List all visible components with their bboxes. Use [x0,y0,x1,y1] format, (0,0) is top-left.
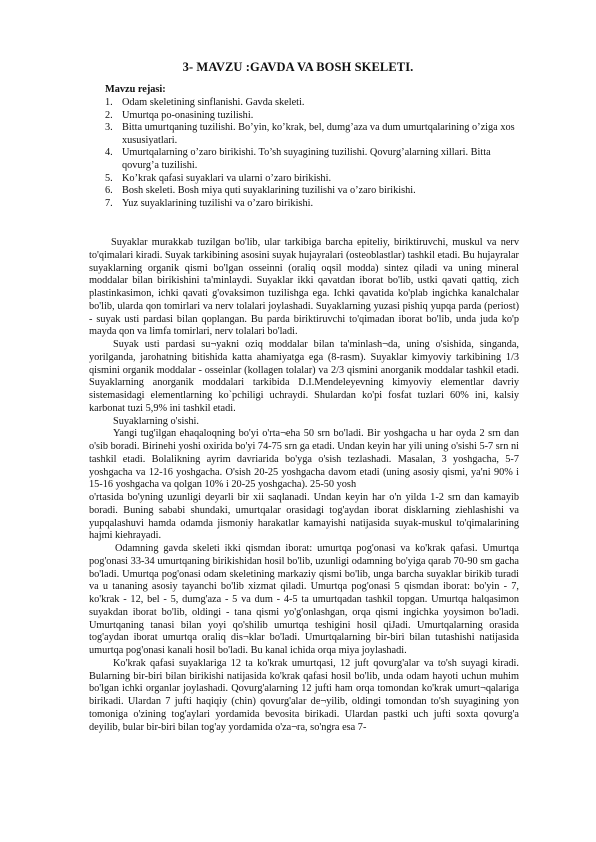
plan-item-text: Ko’krak qafasi suyaklari va ularni o’zaro birikishi. [122,172,332,184]
plan-item-number: 2. [105,109,113,121]
plan-item [105,97,520,110]
section-heading-bone-growth: Suyaklarning o'sishi. [113,415,199,427]
plan-item-text: Bosh skeleti. Bosh miya quti suyaklarining tuzilishi va o’zaro birikishi. [122,185,416,197]
paragraph-growth-decline: o'rtasida bo'yning uzunligi deyarli bir xii saqlanadi. Undan keyin har o'n yilda 1-2 srn dan kamayib boradi. Buning sababi shundaki, umurtqalar orasidagi tog'aydan iborat disklarning ziehlashishi va yupqalashuvi hamda odamda jismoniy harakatlar kamayishi natijasida suyak-muskul to'qimalarining hajmi kiehrayadi. [89,492,519,542]
plan-item-text: Umurtqalarning o’zaro birikishi. To’sh suyagining tuzilishi. Qovurg’alarning xillari. Bitta qovurg’a tuzilishi. [122,147,491,171]
plan-item [105,147,520,172]
plan-list [105,97,520,210]
plan-item-number: 1. [105,97,113,108]
plan-item [105,173,520,186]
plan-item [105,185,520,198]
plan-item [105,110,520,123]
paragraph-rib-cage: Ko'krak qafasi suyaklariga 12 ta ko'krak umurtqasi, 12 juft qovurg'alar va to'sh suyagi kiradi. Bularning bir-biri bilan birikishi natijasida ko'krak qafasi hosil bo'lib, unda odam hayoti uchun muhim bo'lgan ichki organlar joylashadi. Qovurg'alarning 12 jufti ham orqa tomondan ko'krak umurt¬qalariga birikadi. Ulardan 7 jufti haqiqiy (chin) qovurg'alar de¬yilib, oldingi tomondan to'sh suyagining yon tomoniga o'zining tog'aylari yordamida bevosita birikadi. Ulardan pastki uch jufti soxta qovurg'a deyilib, bular bir-biri bilan tog'ay yordamida o'za¬ra, so'ngra esa 7- [89,657,519,733]
plan-item-text: Odam skeletining sinflanishi. Gavda skeleti. [122,97,305,108]
plan-item [105,198,520,211]
plan-item-number: 3. [105,122,113,134]
plan-item-number: 5. [105,172,113,184]
plan-item-text: Bitta umurtqaning tuzilishi. Bo’yin, ko’krak, bel, dumg’aza va dum umurtqalarining o’ziga xos xususiyatlari. [122,122,515,146]
plan-item [105,122,520,147]
paragraph-periosteum: Suyak usti pardasi su¬yakni oziq moddalar bilan ta'minlash¬da, uning o'sishida, singanda, yorilganda, jarohatning bitishida katta ahamiyatga ega (8-rasm). Suyaklar kimyoviy tarkibining 1/3 qismini organik moddalar - osseinlar (kollagen tolalar) va 2/3 qismini anorganik moddalar tashkil etadi. Suyaklarning anorganik moddalari tarkibida D.I.Mendeleyevning kimyoviy elementlar davriy sistemasidagi elementlarning ko`pchiligi uchraydi. Shulardan ko'pi fosfat tuzlari 60% ini, kalsiy karbonat tuzi 5,9% ini tashkil etadi. [89,339,519,414]
paragraph-growth-rates: Yangi tug'ilgan ehaqaloqning bo'yi o'rta¬eha 50 srn bo'ladi. Bir yoshgacha u har oyda 2 srn dan o'sib boradi. Birinehi yoshi oxirida bo'yi 74-75 srn ga etadi. Undan keyin har yili uning o'sishi 5-7 srn ni tashkil etadi. Bolalikning ayrim davriarida bo'yga o'sish tezlashadi. Masalan, 3 yoshgacha, 5-7 yoshgacha va 12-16 yoshgacha. O'sish 20-25 yoshgacha davom etadi (uning asosiy qismi, ya'ni 90% i 15-16 yoshgacha va qolgan 10% i 20-25 yoshgacha). 25-50 yosh [89,428,519,491]
plan-item-number: 7. [105,197,113,209]
page-title: 3- MAVZU :GAVDA VA BOSH SKELETI. [182,60,414,74]
body-text [89,237,519,734]
paragraph-bone-structure: Suyaklar murakkab tuzilgan bo'lib, ular tarkibiga barcha epiteliy, biriktiruvchi, muskul va nerv to'qimalari kiradi. Suyak tarkibining asosini suyak hujayralari (osteoblastlar) tashkil etadi. Bu hujayralar suyaklarning organik qismi bo'lgan osseinni (oraliq oqsil modda) sintez qiladi va uning mineral moddalar bilan birikishini ta'minlaydi. Suyaklar ikki qavatdan iborat bo'lib, ustki qavati qattiq, zich plastinkasimon, ichki qavati g'ovaksimon tuzilishga ega. Ichki qavatida ko'plab ingichka kanalchalar bo'lib, ularda qon tomirlari va nerv tolalari joylashadi. Suyaklarning yuzasi pishiq yupqa parda (periost) - suyak usti pardasi bilan qoplangan. Bu parda biriktiruvchi to'qimadan iborat bo'lib, unda juda ko'p mayda qon va limfa tomirlari, nerv tolalari bo'ladi. [89,237,519,338]
plan-item-number: 6. [105,185,113,197]
plan-heading: Mavzu rejasi: [105,84,166,95]
plan-item-number: 4. [105,147,113,159]
plan-item-text: Yuz suyaklarining tuzilishi va o’zaro birikishi. [122,197,314,209]
plan-item-text: Umurtqa po-onasining tuzilishi. [122,109,254,121]
paragraph-trunk-skeleton: Odamning gavda skeleti ikki qismdan iborat: umurtqa pog'onasi va ko'krak qafasi. Umurtqa pog'onasi 33-34 umurtqaning birikishidan hosil bo'lib, uzunligi odamning bo'yiga qarab 70-90 sm gacha bo'ladi. Umurtqa pog'onasi odam skeletining markaziy qismi bo'lib, unga barcha suyaklar birikib turadi va u tananing asosiy tayanchi bo'lib xizmat qiladi. Umurtqa pog'onasi 5 qismdan iborat: bo'yin - 7, ko'krak - 12, bel - 5, dumg'aza - 5 va dum - 4-5 ta umurtqadan tashkil topgan. Umurtqa halqasimon suyakdan iborat bo'lib, oldingi - tana qismi yo'g'onlashgan, orqa qismi ingichka yoysimon bo'ladi. Umurtqaning tanasi bilan yoyi qo'shilib umurtqa teshigini hosil qiJadi. Umurtqalarning orasida tog'aydan iborat umurtqa oraliq dis¬klar bo'ladi. Umurtqalarning bir-biri bilan tutashishi natijasida umurtqa pog'onasi kanali hosil bo'ladi. Bu kanal ichida orqa miya joylashadi. [89,543,519,656]
